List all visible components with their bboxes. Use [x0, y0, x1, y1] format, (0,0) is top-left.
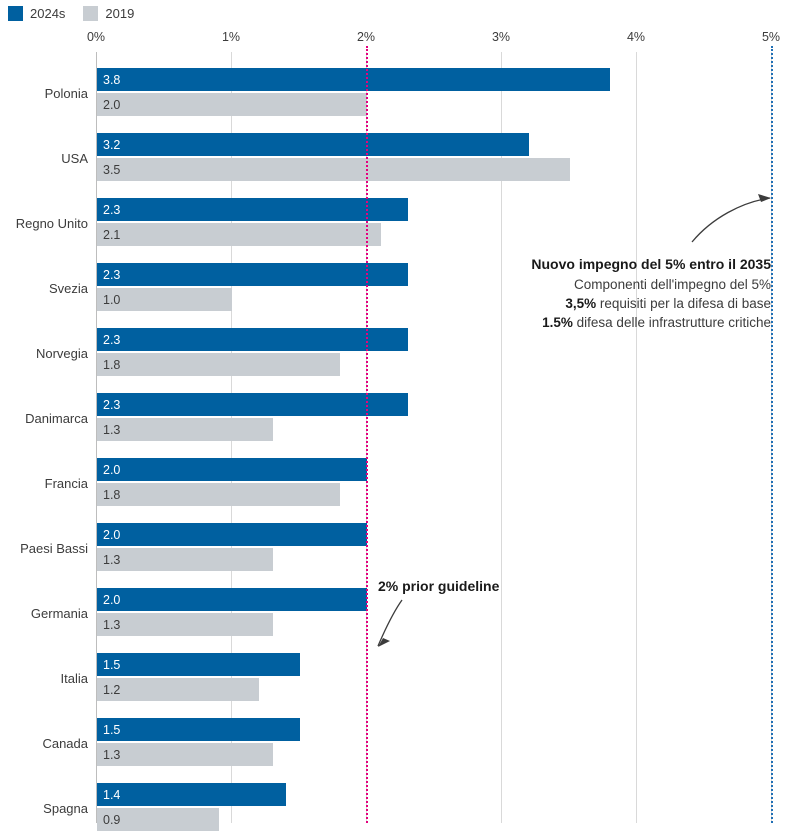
bar-2019 — [97, 613, 273, 636]
category-label: Canada — [42, 736, 88, 751]
bar-value-label: 2.3 — [103, 267, 121, 282]
reference-line-new-pledge — [771, 46, 773, 823]
x-axis-tick-label: 2% — [356, 30, 376, 44]
legend-item-2024s — [8, 6, 65, 21]
annotation-arrow-new-pledge — [690, 190, 780, 250]
bar-value-label: 1.2 — [103, 682, 121, 697]
category-label: Norvegia — [35, 346, 88, 361]
legend-label: 2019 — [105, 6, 135, 21]
bar-2024s — [97, 653, 300, 676]
bar-value-label: 3.8 — [103, 72, 121, 87]
x-axis-tick-labels — [0, 30, 787, 52]
category-label: Svezia — [48, 281, 88, 296]
bar-2024s — [97, 588, 367, 611]
x-axis-tick-label: 1% — [221, 30, 241, 44]
bar-row — [44, 68, 771, 118]
bar-row — [43, 783, 771, 833]
bar-value-label: 1.3 — [103, 617, 121, 632]
bar-2024s — [97, 263, 408, 286]
legend-item-2019 — [83, 6, 134, 21]
bar-value-label: 1.3 — [103, 422, 121, 437]
square-swatch-icon — [83, 6, 98, 21]
category-label: Polonia — [44, 86, 88, 101]
bar-2024s — [97, 718, 300, 741]
x-axis-tick-label: 0% — [86, 30, 106, 44]
bar-row — [35, 328, 771, 378]
x-axis-tick-label: 5% — [761, 30, 781, 44]
bar-value-label: 0.9 — [103, 812, 121, 827]
bar-row — [42, 718, 771, 768]
bar-value-label: 2.0 — [103, 462, 121, 477]
bar-value-label: 1.4 — [103, 787, 121, 802]
legend-label: 2024s — [30, 6, 66, 21]
bar-row — [20, 523, 771, 573]
bar-row — [15, 198, 771, 248]
x-axis-tick-label: 3% — [491, 30, 511, 44]
annotation-new-pledge-component-1-value: 3,5% — [565, 296, 597, 312]
bar-value-label: 1.5 — [103, 657, 121, 672]
category-label: Regno Unito — [15, 216, 88, 231]
bar-2024s — [97, 68, 610, 91]
bar-2019 — [97, 418, 273, 441]
bar-value-label: 2.1 — [103, 227, 121, 242]
bar-value-label: 1.3 — [103, 552, 121, 567]
annotation-new-pledge — [466, 255, 771, 332]
bar-2024s — [97, 393, 408, 416]
bar-value-label: 2.0 — [103, 527, 121, 542]
bar-2019 — [97, 93, 367, 116]
chart-legend — [8, 6, 134, 21]
bar-2019 — [97, 158, 570, 181]
bar-value-label: 1.8 — [103, 487, 121, 502]
category-label: Paesi Bassi — [20, 541, 88, 556]
annotation-new-pledge-component-2-text: difesa delle infrastrutture critiche — [572, 315, 771, 331]
bar-2019 — [97, 548, 273, 571]
bar-value-label: 2.3 — [103, 332, 121, 347]
annotation-prior-guideline: 2% prior guideline — [378, 578, 500, 594]
bar-2024s — [97, 328, 408, 351]
bar-value-label: 3.2 — [103, 137, 121, 152]
annotation-arrow-prior-guideline — [370, 596, 480, 666]
bar-2019 — [97, 808, 219, 831]
bar-chart — [0, 30, 787, 827]
category-label: Italia — [60, 671, 88, 686]
bar-value-label: 1.0 — [103, 292, 121, 307]
annotation-new-pledge-component-2 — [466, 313, 771, 332]
category-label: Danimarca — [25, 411, 88, 426]
annotation-new-pledge-subtitle: Componenti dell'impegno del 5% — [574, 276, 771, 292]
bar-row — [25, 393, 771, 443]
bar-value-label: 3.5 — [103, 162, 121, 177]
annotation-new-pledge-component-2-value: 1.5% — [542, 315, 573, 331]
bar-value-label: 2.3 — [103, 202, 121, 217]
bar-row — [61, 133, 771, 183]
bar-2024s — [97, 783, 286, 806]
bar-value-label: 1.3 — [103, 747, 121, 762]
bar-2019 — [97, 288, 232, 311]
bar-value-label: 2.3 — [103, 397, 121, 412]
bar-2019 — [97, 353, 340, 376]
bar-value-label: 2.0 — [103, 592, 121, 607]
bar-value-label: 1.5 — [103, 722, 121, 737]
bar-value-label: 2.0 — [103, 97, 121, 112]
annotation-new-pledge-title: Nuovo impegno del 5% entro il 2035 — [531, 256, 771, 272]
category-label: Germania — [30, 606, 88, 621]
bar-value-label: 1.8 — [103, 357, 121, 372]
bar-2019 — [97, 678, 259, 701]
category-label: Francia — [44, 476, 88, 491]
plot-area — [15, 52, 771, 827]
bar-2024s — [97, 523, 367, 546]
bar-2019 — [97, 483, 340, 506]
x-axis-tick-label: 4% — [626, 30, 646, 44]
bar-2019 — [97, 223, 381, 246]
bar-2024s — [97, 133, 529, 156]
annotation-new-pledge-component-1 — [466, 294, 771, 313]
square-swatch-icon — [8, 6, 23, 21]
bar-2019 — [97, 743, 273, 766]
category-label: USA — [61, 151, 88, 166]
bar-row — [44, 458, 771, 508]
category-label: Spagna — [43, 801, 88, 816]
reference-line-prior-guideline — [366, 46, 368, 823]
bar-2024s — [97, 198, 408, 221]
bar-2024s — [97, 458, 367, 481]
annotation-new-pledge-component-1-text: requisiti per la difesa di base — [596, 296, 771, 312]
